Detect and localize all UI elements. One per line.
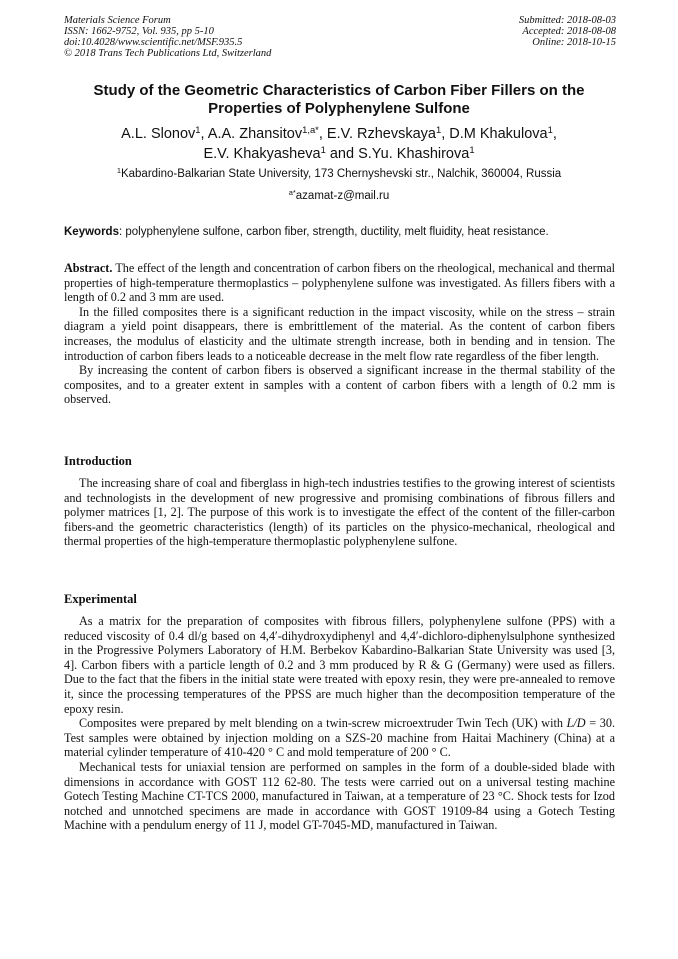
introduction-paragraph: The increasing share of coal and fiberglass in high-tech industries testifies to the growing interest of scientists and technologists in the development of new progressive and promising combinations of fibrous fillers and polymer matrices [1, 2]. The purpose of this work is to investigate the effect of the content of the filler-carbon fibers-and the geometric characteristics (length) of its particles on the physico-mechanical, rheological and thermal properties of the high-temperature thermoplastic polyphenylene sulfone. <box>64 476 615 549</box>
experimental-text: = 30. Test samples were obtained by injection molding on a SZS-20 machine from Haitai Machinery (China) at a material cylinder temperature of 410-420 ° C and mold temperature of 200 ° C. <box>64 716 615 760</box>
ld-ratio: L/D <box>566 716 586 731</box>
experimental-section <box>64 614 615 833</box>
abstract-paragraph: By increasing the content of carbon fibers is observed a significant increase in the thermal stability of the composites, and to a greater extent in samples with a content of carbon fibers with a length of 0.2 mm is observed. <box>64 363 615 407</box>
keywords <box>64 225 614 239</box>
journal-doi: doi:10.4028/www.scientific.net/MSF.935.5 <box>64 37 243 48</box>
author-affiliation-mark: 1 <box>195 123 201 135</box>
author-name: and S.Yu. Khashirova <box>325 146 470 162</box>
author-affiliation-mark: 1 <box>547 123 553 135</box>
author-name: E.V. Khakyasheva <box>203 146 321 162</box>
author-name: A.L. Slonov <box>121 126 196 142</box>
email-mark: a* <box>288 187 296 197</box>
introduction-heading: Introduction <box>64 454 132 468</box>
journal-name: Materials Science Forum <box>64 15 171 26</box>
author-affiliation-mark: 1 <box>435 123 442 135</box>
submitted-date: Submitted: 2018-08-03 <box>518 15 616 26</box>
corresponding-email <box>64 189 614 203</box>
abstract-paragraph: In the filled composites there is a significant reduction in the impact viscosity, while on the stress – strain diagram a yield point disappears, there is embrittlement of the material. As the content of carbon fibers increases, the modulus of elasticity and the ultimate strength increase, both in bending and in tension. The introduction of carbon fibers leads to a noticeable decrease in the melt flow rate regardless of the fiber length. <box>64 304 615 363</box>
abstract-section <box>64 261 615 407</box>
email-address[interactable]: azamat-z@mail.ru <box>295 190 390 202</box>
journal-issn: ISSN: 1662-9752, Vol. 935, pp 5-10 <box>64 26 214 37</box>
abstract-paragraph <box>64 261 615 305</box>
affiliation-text: Kabardino-Balkarian State University, 173 Chernyshevski str., Nalchik, 360004, Russia <box>120 168 562 180</box>
experimental-paragraph: Mechanical tests for uniaxial tension are performed on samples in the form of a double-sided blade with dimensions in accordance with GOST 112 62-80. The tests were carried out on a universal testing machine Gotech Testing Machine CT-TCS 2000, manufactured in Taiwan, at a temperature of 23 °C. Shock tests for Izod notched and unnotched specimens are made in accordance with GOST 19109-84 using a Gotech Testing Machine with a pendulum energy of 11 J, model GT-7045-MD, manufactured in Taiwan. <box>64 759 615 833</box>
author-name: , D.M Khakulova <box>441 126 548 142</box>
author-affiliation-mark: 1,a* <box>302 123 319 135</box>
online-date: Online: 2018-10-15 <box>532 37 616 48</box>
author-name: , E.V. Rzhevskaya <box>318 126 436 142</box>
paper-title: Study of the Geometric Characteristics of Carbon Fiber Fillers on the Properties of Polyphenylene Sulfone <box>93 82 585 117</box>
experimental-paragraph <box>64 716 615 760</box>
experimental-text: Composites were prepared by melt blending on a twin-screw microextruder Twin Tech (UK) with <box>79 716 567 731</box>
publication-dates <box>519 15 616 48</box>
author-name: , A.A. Zhansitov <box>200 126 303 142</box>
experimental-paragraph: As a matrix for the preparation of composites with fibrous fillers, polyphenylene sulfone (PPS) with a reduced viscosity of 0.4 dl/g based on 4,4′-dihydroxydiphenyl and 4,4′-dichloro-diphenylsulphone synthesized in the Progressive Polymers Laboratory of H.M. Berbekov Kabardino-Balkarian State University was used [3, 4]. Carbon fibers with a particle length of 0.2 and 3 mm produced by R & G (Germany) were used as fillers. Due to the fact that the fibers in the initial state were treated with epoxy resin, they were pre-annealed to remove it, since the processing temperatures of the PPSS are much higher than the decomposition temperature of the epoxy resin. <box>64 614 615 716</box>
affiliation-mark: 1 <box>116 165 121 175</box>
journal-copyright: © 2018 Trans Tech Publications Ltd, Switzerland <box>64 48 272 59</box>
introduction-section <box>64 476 615 549</box>
author-affiliation-mark: 1 <box>320 143 326 155</box>
author-affiliation-mark: 1 <box>469 143 475 155</box>
journal-info <box>64 15 271 59</box>
affiliation <box>64 167 614 181</box>
author-separator: , <box>552 126 557 142</box>
abstract-label: Abstract. <box>64 261 113 275</box>
keywords-label: Keywords <box>64 226 119 238</box>
experimental-heading: Experimental <box>64 592 137 606</box>
author-list <box>64 124 614 164</box>
abstract-text: The effect of the length and concentration of carbon fibers on the rheological, mechanical and thermal properties of high-temperature thermoplastics – polyphenylene sulfone was investigated. As fillers fibers with a length of 0.2 and 3 mm are used. <box>64 261 615 305</box>
accepted-date: Accepted: 2018-08-08 <box>522 26 616 37</box>
keywords-text: : polyphenylene sulfone, carbon fiber, strength, ductility, melt fluidity, heat resistance. <box>118 226 549 238</box>
